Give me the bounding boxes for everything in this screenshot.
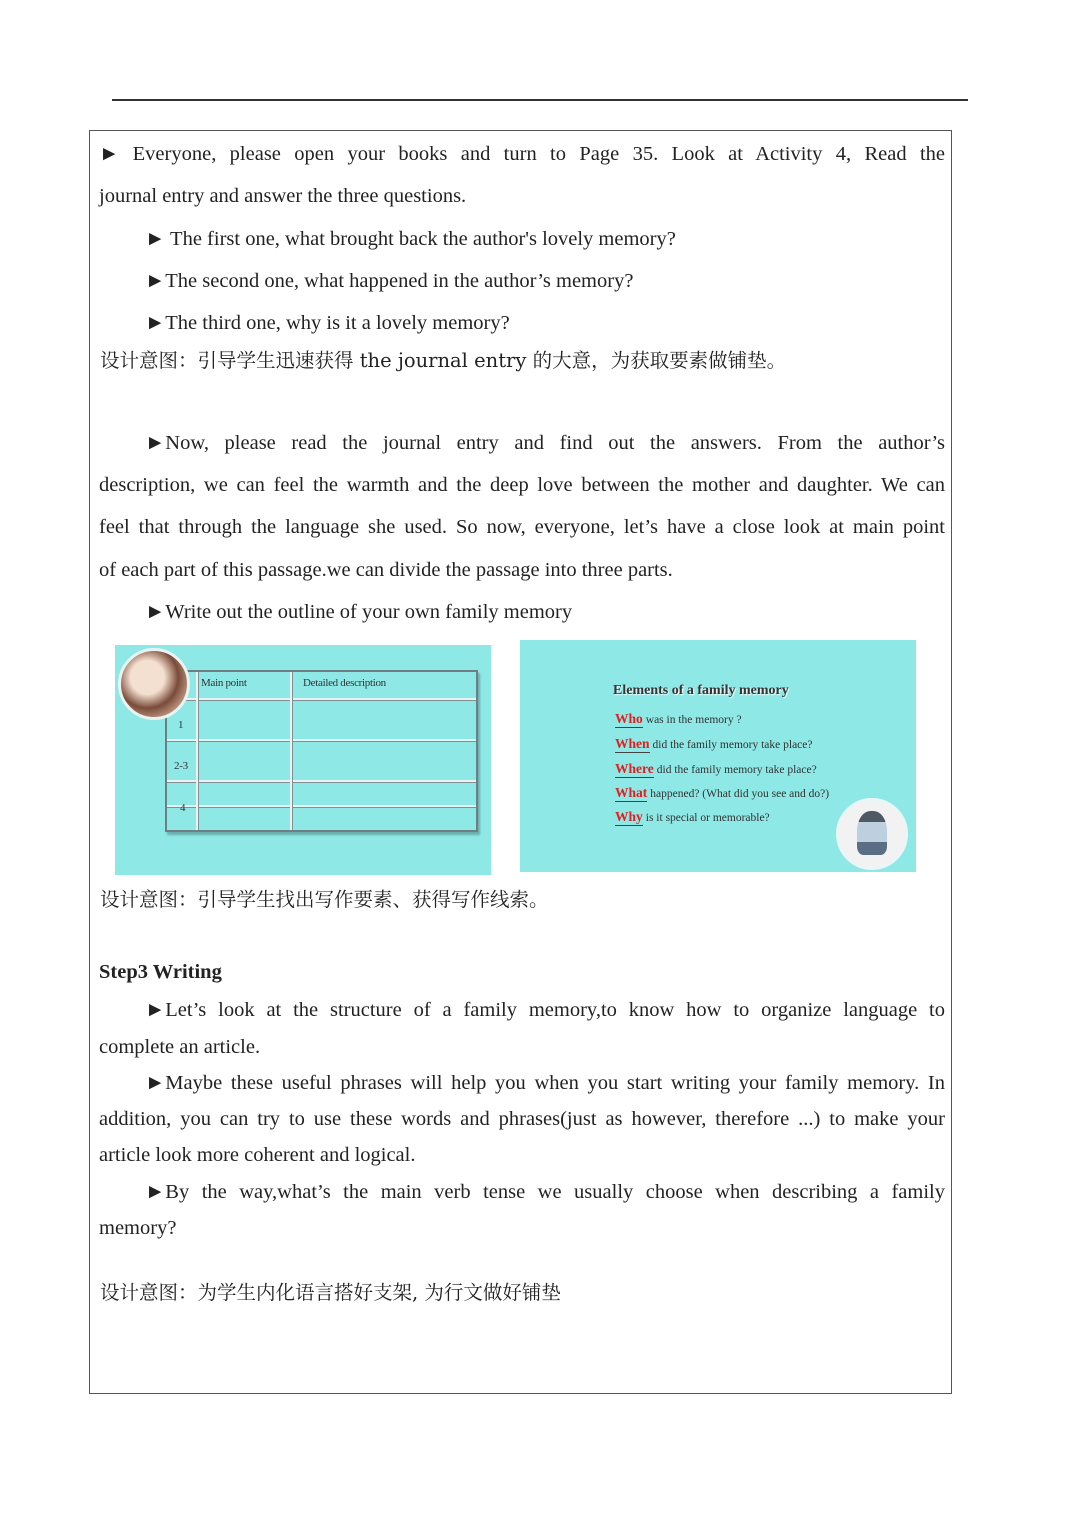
para4-line2: complete an article.: [99, 1036, 261, 1058]
header-rule: [112, 99, 968, 101]
element-key: Who: [615, 711, 643, 726]
slide-elements: [520, 640, 916, 872]
question-3: ►The third one, why is it a lovely memory?: [145, 312, 510, 334]
para6-line1: ►By the way,what’s the main verb tense we usually choose when describing a family: [145, 1181, 945, 1203]
para3: ►Write out the outline of your own family memory: [145, 601, 573, 623]
para2-line2: description, we can feel the warmth and the deep love between the mother and daughter. We can: [99, 474, 945, 496]
element-text: was in the memory ?: [645, 714, 742, 726]
table-header-main-point: Main point: [201, 677, 247, 689]
element-key: What: [615, 785, 648, 800]
slide-elements-title: Elements of a family memory: [613, 683, 789, 698]
design-intent-2: 设计意图：引导学生找出写作要素、获得写作线索。: [100, 888, 549, 911]
para2-line3: feel that through the language she used. So now, everyone, let’s have a close look at main point: [99, 516, 945, 538]
family-photo: [836, 798, 908, 870]
design-intent-1: 设计意图：引导学生迅速获得 the journal entry 的大意，为获取要素做铺垫。: [100, 349, 787, 372]
element-row: [615, 809, 770, 826]
element-text: is it special or memorable?: [645, 812, 770, 824]
slide-outline-table: [115, 645, 491, 875]
table-row-label: 1: [178, 719, 184, 731]
table-row-label: 4: [180, 802, 186, 814]
element-row: [615, 761, 817, 778]
para6-line2: memory?: [99, 1217, 177, 1239]
element-key: Why: [615, 809, 643, 824]
step3-heading: Step3 Writing: [99, 961, 222, 983]
para5-line2: addition, you can try to use these words and phrases(just as however, therefore ...) to make your: [99, 1108, 945, 1130]
element-text: did the family memory take place?: [656, 764, 817, 776]
para1-line2: journal entry and answer the three questions.: [99, 185, 467, 207]
para2-line4: of each part of this passage.we can divide the passage into three parts.: [99, 559, 673, 581]
element-key: Where: [615, 761, 654, 776]
element-key: When: [615, 736, 650, 751]
question-1: ► The first one, what brought back the author's lovely memory?: [145, 228, 676, 250]
design-intent-3: 设计意图：为学生内化语言搭好支架, 为行文做好铺垫: [100, 1281, 561, 1304]
para5-line3: article look more coherent and logical.: [99, 1144, 416, 1166]
mother-daughter-photo: [118, 648, 190, 720]
para1-line1: ► Everyone, please open your books and turn to Page 35. Look at Activity 4, Read the: [99, 143, 945, 165]
outline-table: [165, 670, 478, 832]
para4-line1: ►Let’s look at the structure of a family memory,to know how to organize language to: [145, 999, 945, 1021]
para2-line1: ►Now, please read the journal entry and find out the answers. From the author’s: [145, 432, 945, 454]
table-header-detailed-description: Detailed description: [303, 677, 386, 689]
table-row-label: 2-3: [174, 760, 188, 772]
element-text: happened? (What did you see and do?): [650, 788, 830, 800]
para5-line1: ►Maybe these useful phrases will help you when you start writing your family memory. In: [145, 1072, 945, 1094]
question-2: ►The second one, what happened in the author’s memory?: [145, 270, 634, 292]
element-row: [615, 785, 829, 802]
element-text: did the family memory take place?: [652, 739, 813, 751]
element-row: [615, 736, 813, 753]
element-row: [615, 711, 742, 728]
